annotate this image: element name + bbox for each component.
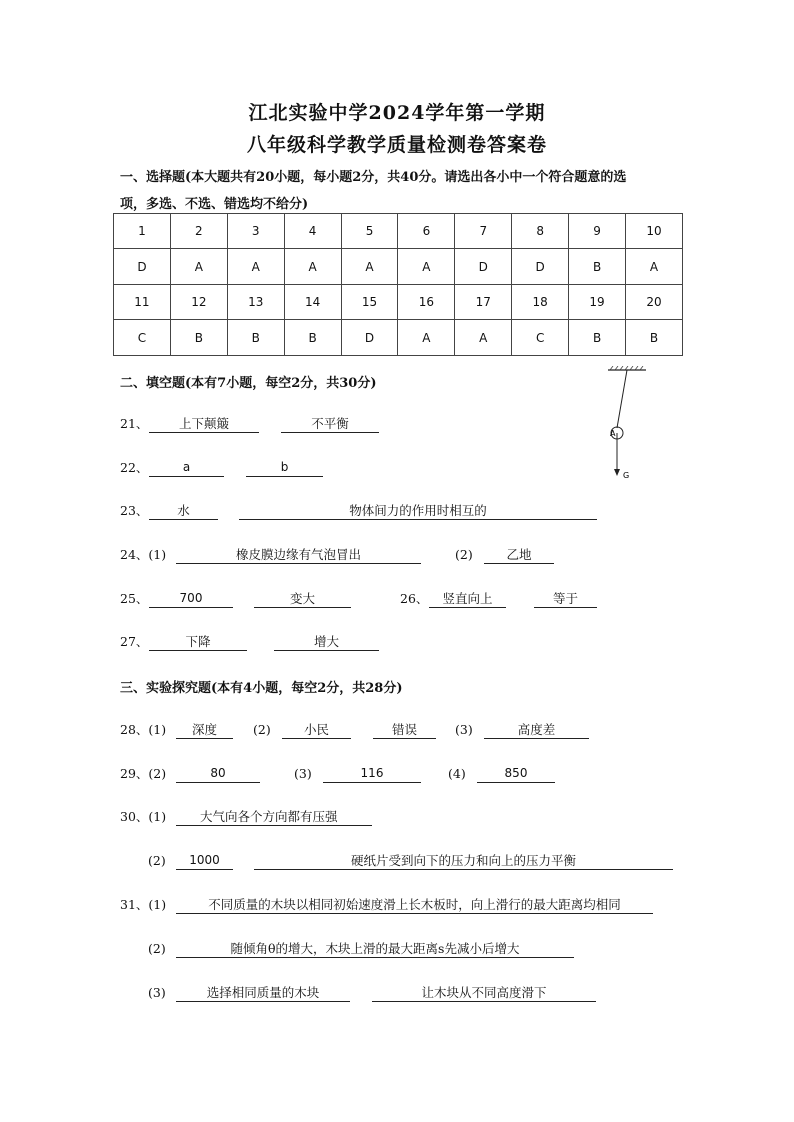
section3-heading: 三、实验探究题(本有4小题，每空2分，共28分) (120, 681, 403, 696)
question-number-cell: 9 (569, 214, 626, 249)
question-number-cell: 1 (114, 214, 171, 249)
q21-answer2: 不平衡 (281, 415, 379, 433)
answer-cell: C (512, 320, 569, 356)
q30-number: 30、(1) (120, 809, 167, 824)
q30-answer2: 1000 (176, 852, 233, 870)
answer-cell: A (227, 249, 284, 285)
q28-answer3: 错误 (373, 721, 436, 739)
q22-answer2: b (246, 459, 323, 477)
question-number-cell: 5 (341, 214, 398, 249)
answer-cell: A (398, 249, 455, 285)
answer-cell: A (284, 249, 341, 285)
q23-answer1: 水 (149, 502, 218, 520)
answer-cell: D (512, 249, 569, 285)
question-number-cell: 2 (170, 214, 227, 249)
q29-number: 29、(2) (120, 766, 167, 781)
q28-part3-label: (3) (455, 722, 473, 737)
q31-part2-label: (2) (148, 941, 166, 956)
q23-answer2: 物体间力的作用时相互的 (239, 502, 597, 520)
answer-cell: D (341, 320, 398, 356)
q27-answer1: 下降 (149, 633, 247, 651)
section1-heading-line1: 一、选择题(本大题共有20小题，每小题2分，共40分。请选出各小中一个符合题意的选 (120, 170, 627, 185)
pendulum-force-diagram (600, 366, 660, 486)
question-number-cell: 10 (626, 214, 683, 249)
answer-cell: A (170, 249, 227, 285)
answer-cell: A (455, 320, 512, 356)
q24-answer2: 乙地 (484, 546, 554, 564)
question-number-row (114, 214, 683, 249)
q21-answer1: 上下颠簸 (149, 415, 259, 433)
answer-cell: D (455, 249, 512, 285)
exam-title-line2: 八年级科学教学质量检测卷答案卷 (246, 134, 547, 156)
answer-cell: A (398, 320, 455, 356)
answer-cell: B (227, 320, 284, 356)
question-number-cell: 7 (455, 214, 512, 249)
q29-answer2: 116 (323, 765, 421, 783)
question-number-cell: 6 (398, 214, 455, 249)
answer-row (114, 249, 683, 285)
question-number-cell: 12 (170, 285, 227, 320)
question-number-cell: 3 (227, 214, 284, 249)
q29-answer1: 80 (176, 765, 260, 783)
q31-answer3: 选择相同质量的木块 (176, 984, 350, 1002)
q30-answer1-text: 大气向各个方向都有压强 (200, 809, 338, 824)
q26-answer1: 竖直向上 (429, 590, 506, 608)
q31-answer4: 让木块从不同高度滑下 (372, 984, 596, 1002)
q26-number: 26、 (400, 591, 429, 606)
question-number-cell: 15 (341, 285, 398, 320)
q21-number: 21、 (120, 416, 149, 431)
answer-cell: B (569, 249, 626, 285)
q31-number: 31、(1) (120, 897, 167, 912)
q29-part4-label: (4) (448, 766, 466, 781)
q24-number: 24、(1) (120, 547, 167, 562)
q29-answer3: 850 (477, 765, 555, 783)
question-number-cell: 4 (284, 214, 341, 249)
q28-answer2: 小民 (282, 721, 351, 739)
question-number-cell: 11 (114, 285, 171, 320)
answer-cell: C (114, 320, 171, 356)
q26-answer2: 等于 (534, 590, 597, 608)
question-number-cell: 18 (512, 285, 569, 320)
q24-part2-label: (2) (455, 547, 473, 562)
gravity-label: G (623, 471, 630, 480)
question-number-cell: 20 (626, 285, 683, 320)
q25-answer1: 700 (149, 590, 233, 608)
q28-number: 28、(1) (120, 722, 167, 737)
q31-answer2: 随倾角θ的增大，木块上滑的最大距离s先减小后增大 (176, 940, 574, 958)
question-number-row (114, 285, 683, 320)
gravity-arrow-head (614, 469, 620, 476)
question-number-cell: 14 (284, 285, 341, 320)
q28-answer4: 高度差 (484, 721, 589, 739)
q22-answer1: a (149, 459, 224, 477)
q30-answer1 (176, 808, 372, 826)
q24-answer1: 橡皮膜边缘有气泡冒出 (176, 546, 421, 564)
q27-answer2: 增大 (274, 633, 379, 651)
q30-answer3: 硬纸片受到向下的压力和向上的压力平衡 (254, 852, 673, 870)
ceiling-hatch (610, 366, 643, 370)
question-number-cell: 8 (512, 214, 569, 249)
q30-part2-label: (2) (148, 853, 166, 868)
string-line (617, 370, 627, 428)
answer-cell: B (569, 320, 626, 356)
exam-title-line1: 江北实验中学2024学年第一学期 (248, 102, 546, 124)
q25-answer2: 变大 (254, 590, 351, 608)
section2-heading: 二、填空题(本有7小题，每空2分，共30分) (120, 376, 377, 391)
q31-part3-label: (3) (148, 985, 166, 1000)
choice-answer-table (113, 213, 683, 356)
q28-answer1: 深度 (176, 721, 233, 739)
answer-cell: B (170, 320, 227, 356)
question-number-cell: 13 (227, 285, 284, 320)
section1-heading-line2: 项，多选、不选、错选均不给分) (120, 197, 309, 212)
answer-row (114, 320, 683, 356)
q25-number: 25、 (120, 591, 149, 606)
point-a-label: A (610, 429, 616, 438)
answer-cell: D (114, 249, 171, 285)
q28-part2-label: (2) (253, 722, 271, 737)
question-number-cell: 19 (569, 285, 626, 320)
q22-number: 22、 (120, 460, 149, 475)
answer-cell: B (626, 320, 683, 356)
answer-cell: A (626, 249, 683, 285)
q29-part3-label: (3) (294, 766, 312, 781)
answer-cell: B (284, 320, 341, 356)
question-number-cell: 16 (398, 285, 455, 320)
q27-number: 27、 (120, 634, 149, 649)
answer-cell: A (341, 249, 398, 285)
question-number-cell: 17 (455, 285, 512, 320)
q23-number: 23、 (120, 503, 149, 518)
q31-answer1: 不同质量的木块以相同初始速度滑上长木板时，向上滑行的最大距离均相同 (176, 896, 653, 914)
